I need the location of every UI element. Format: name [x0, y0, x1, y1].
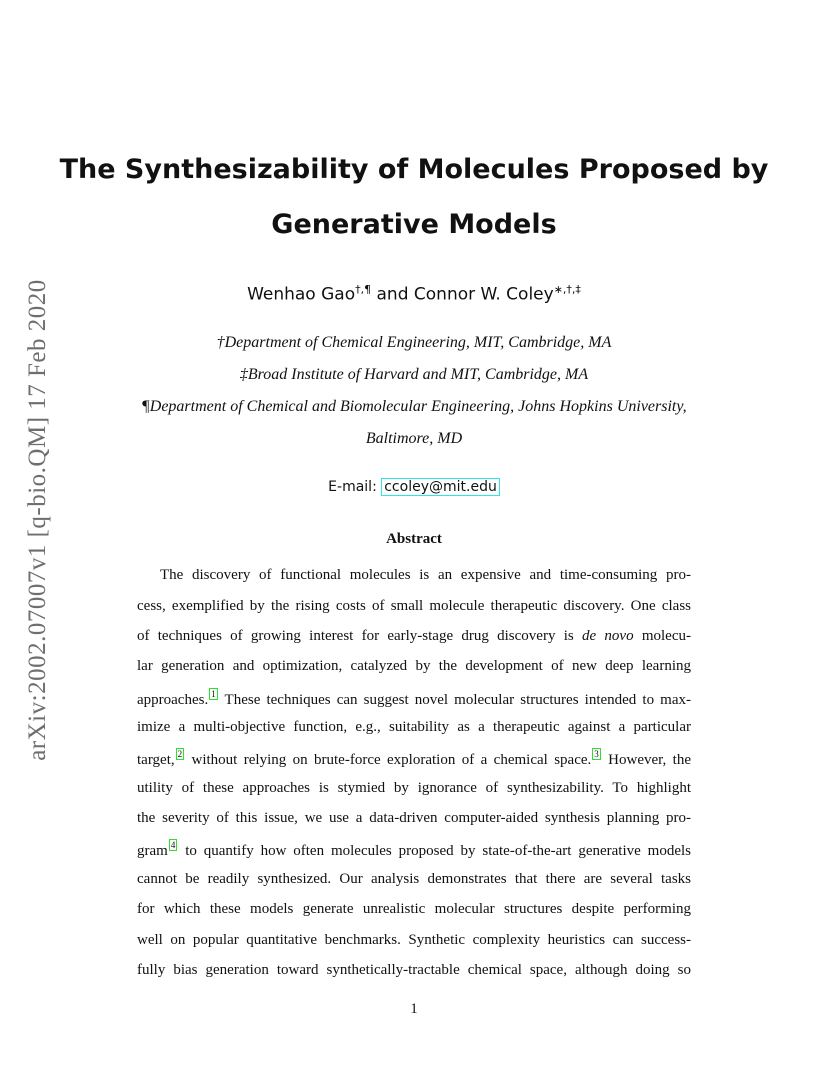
- author-connector: and: [371, 284, 414, 305]
- citation-link[interactable]: 1: [211, 689, 216, 699]
- abstract-line: [137, 688, 691, 709]
- abstract-line: [137, 627, 691, 645]
- abstract-emphasis: de novo: [582, 628, 634, 644]
- citation-link[interactable]: 4: [170, 840, 176, 850]
- abstract-line: the severity of this issue, we use a data-driven computer-aided synthesis planning pro-: [137, 810, 691, 826]
- abstract-text: However, the: [601, 752, 691, 768]
- abstract-line: imize a multi-objective function, e.g., suitability as a therapeutic against a particular: [137, 719, 691, 735]
- abstract-line: cannot be readily synthesized. Our analysis demonstrates that there are several tasks: [137, 871, 691, 887]
- abstract-line: lar generation and optimization, catalyzed by the development of new deep learning: [137, 658, 691, 674]
- arxiv-identifier: arXiv:2002.07007v1 [q-bio.QM] 17 Feb 2020: [24, 279, 51, 761]
- abstract-line: for which these models generate unrealistic molecular structures despite performing: [137, 901, 691, 917]
- citation-link[interactable]: 2: [177, 749, 183, 759]
- abstract-line: [137, 748, 691, 769]
- abstract-text: gram: [137, 843, 168, 859]
- abstract-line: well on popular quantitative benchmarks. Synthetic complexity heuristics can success-: [137, 932, 691, 948]
- email-line: [0, 479, 828, 495]
- author-name: Connor W. Coley: [413, 284, 554, 305]
- affiliation-broad: ‡Broad Institute of Harvard and MIT, Cambridge, MA: [239, 366, 589, 383]
- abstract-text: without relying on brute-force exploration of a chemical space.: [185, 752, 592, 768]
- abstract-text: approaches.: [137, 692, 209, 708]
- affiliation-jhu-continued: Baltimore, MD: [365, 430, 463, 447]
- abstract-heading: Abstract: [386, 531, 442, 547]
- author-list: [0, 283, 828, 305]
- author-name: Wenhao Gao: [247, 284, 356, 305]
- abstract-text: target,: [137, 752, 175, 768]
- affiliation-jhu: ¶Department of Chemical and Biomolecular Engineering, Johns Hopkins University,: [141, 398, 687, 415]
- affiliation-mit: †Department of Chemical Engineering, MIT, Cambridge, MA: [216, 334, 612, 351]
- abstract-line: cess, exemplified by the rising costs of small molecule therapeutic discovery. One class: [137, 598, 691, 614]
- abstract-text: These techniques can suggest novel molecular structures intended to max-: [218, 692, 691, 708]
- page-number: 1: [410, 1001, 418, 1017]
- author-affiliation-marks: †,¶: [355, 283, 372, 296]
- abstract-text: molecu-: [633, 628, 691, 644]
- abstract-line: The discovery of functional molecules is an expensive and time-consuming pro-: [160, 567, 691, 583]
- author-affiliation-marks: ∗,†,‡: [553, 283, 581, 296]
- abstract-text: to quantify how often molecules proposed by state-of-the-art generative models: [178, 843, 691, 859]
- abstract-line: [137, 839, 691, 860]
- email-label: E-mail:: [328, 479, 382, 495]
- paper-title-line-2: Generative Models: [271, 209, 557, 240]
- paper-title-line-1: The Synthesizability of Molecules Proposed by: [59, 154, 769, 185]
- abstract-line: utility of these approaches is stymied by ignorance of synthesizability. To highlight: [137, 780, 691, 796]
- citation-link[interactable]: 3: [594, 749, 599, 759]
- abstract-text: of techniques of growing interest for early-stage drug discovery is: [137, 628, 582, 644]
- email-link[interactable]: ccoley@mit.edu: [381, 478, 500, 496]
- abstract-line: fully bias generation toward synthetically-tractable chemical space, although doing so: [137, 962, 691, 978]
